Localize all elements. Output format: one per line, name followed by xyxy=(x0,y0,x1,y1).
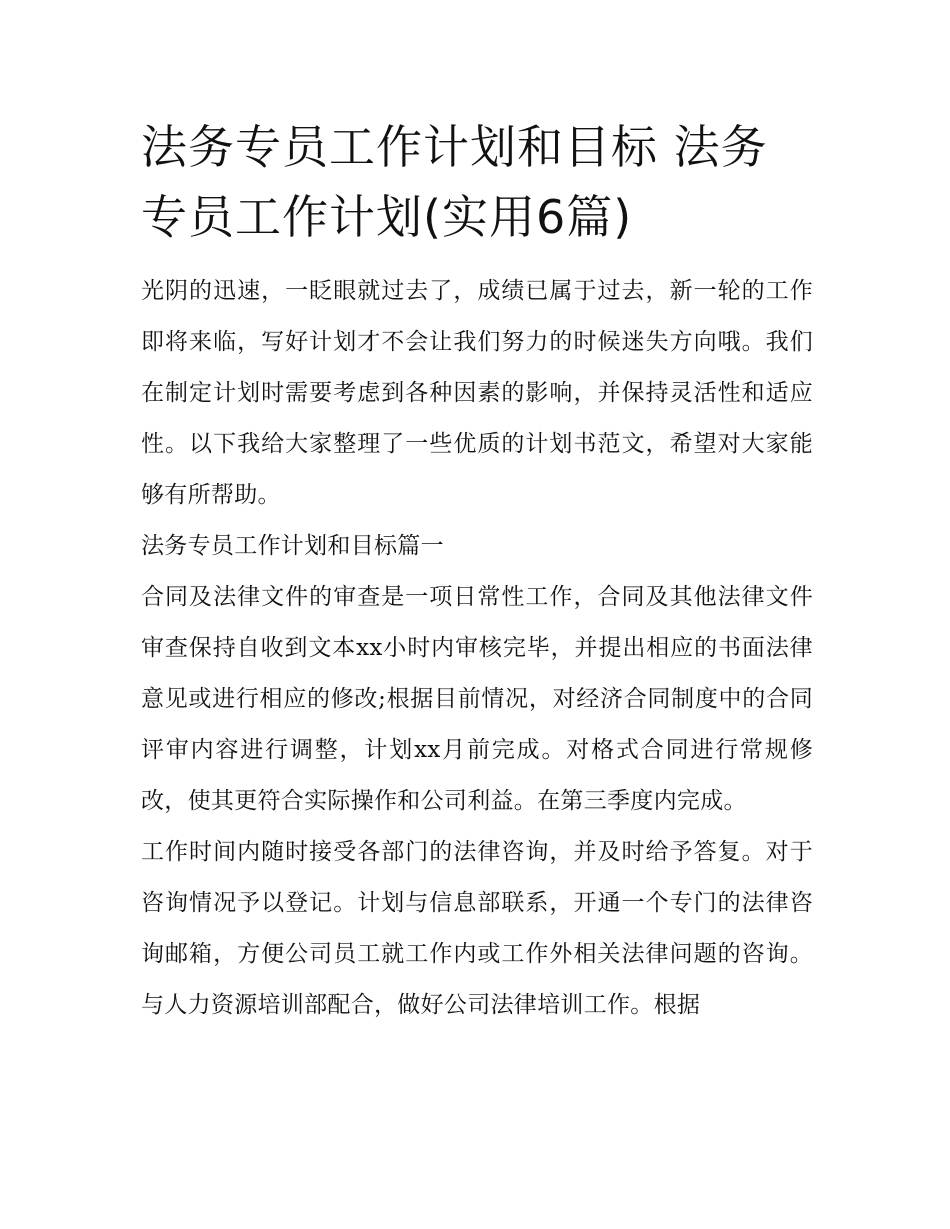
document-page xyxy=(141,112,813,1031)
body-paragraph-1: 合同及法律文件的审查是一项日常性工作，合同及其他法律文件审查保持自收到文本xx小时内审核完毕，并提出相应的书面法律意见或进行相应的修改;根据目前情况，对经济合同制度中的合同评审内容进行调整，计划xx月前完成。对格式合同进行常规修改，使其更符合实际操作和公司利益。在第三季度内完成。 xyxy=(141,584,813,814)
document-title: 法务专员工作计划和目标 法务专员工作计划(实用6篇) xyxy=(141,120,768,244)
section-heading: 法务专员工作计划和目标篇一 xyxy=(141,533,444,559)
intro-paragraph: 光阴的迅速，一眨眼就过去了，成绩已属于过去，新一轮的工作即将来临，写好计划才不会让我们努力的时候迷失方向哦。我们在制定计划时需要考虑到各种因素的影响，并保持灵活性和适应性。以下我给大家整理了一些优质的计划书范文，希望对大家能够有所帮助。 xyxy=(141,278,813,508)
body-paragraph-2: 工作时间内随时接受各部门的法律咨询，并及时给予答复。对于咨询情况予以登记。计划与信息部联系，开通一个专门的法律咨询邮箱，方便公司员工就工作内或工作外相关法律问题的咨询。与人力资源培训部配合，做好公司法律培训工作。根据 xyxy=(141,839,813,1018)
